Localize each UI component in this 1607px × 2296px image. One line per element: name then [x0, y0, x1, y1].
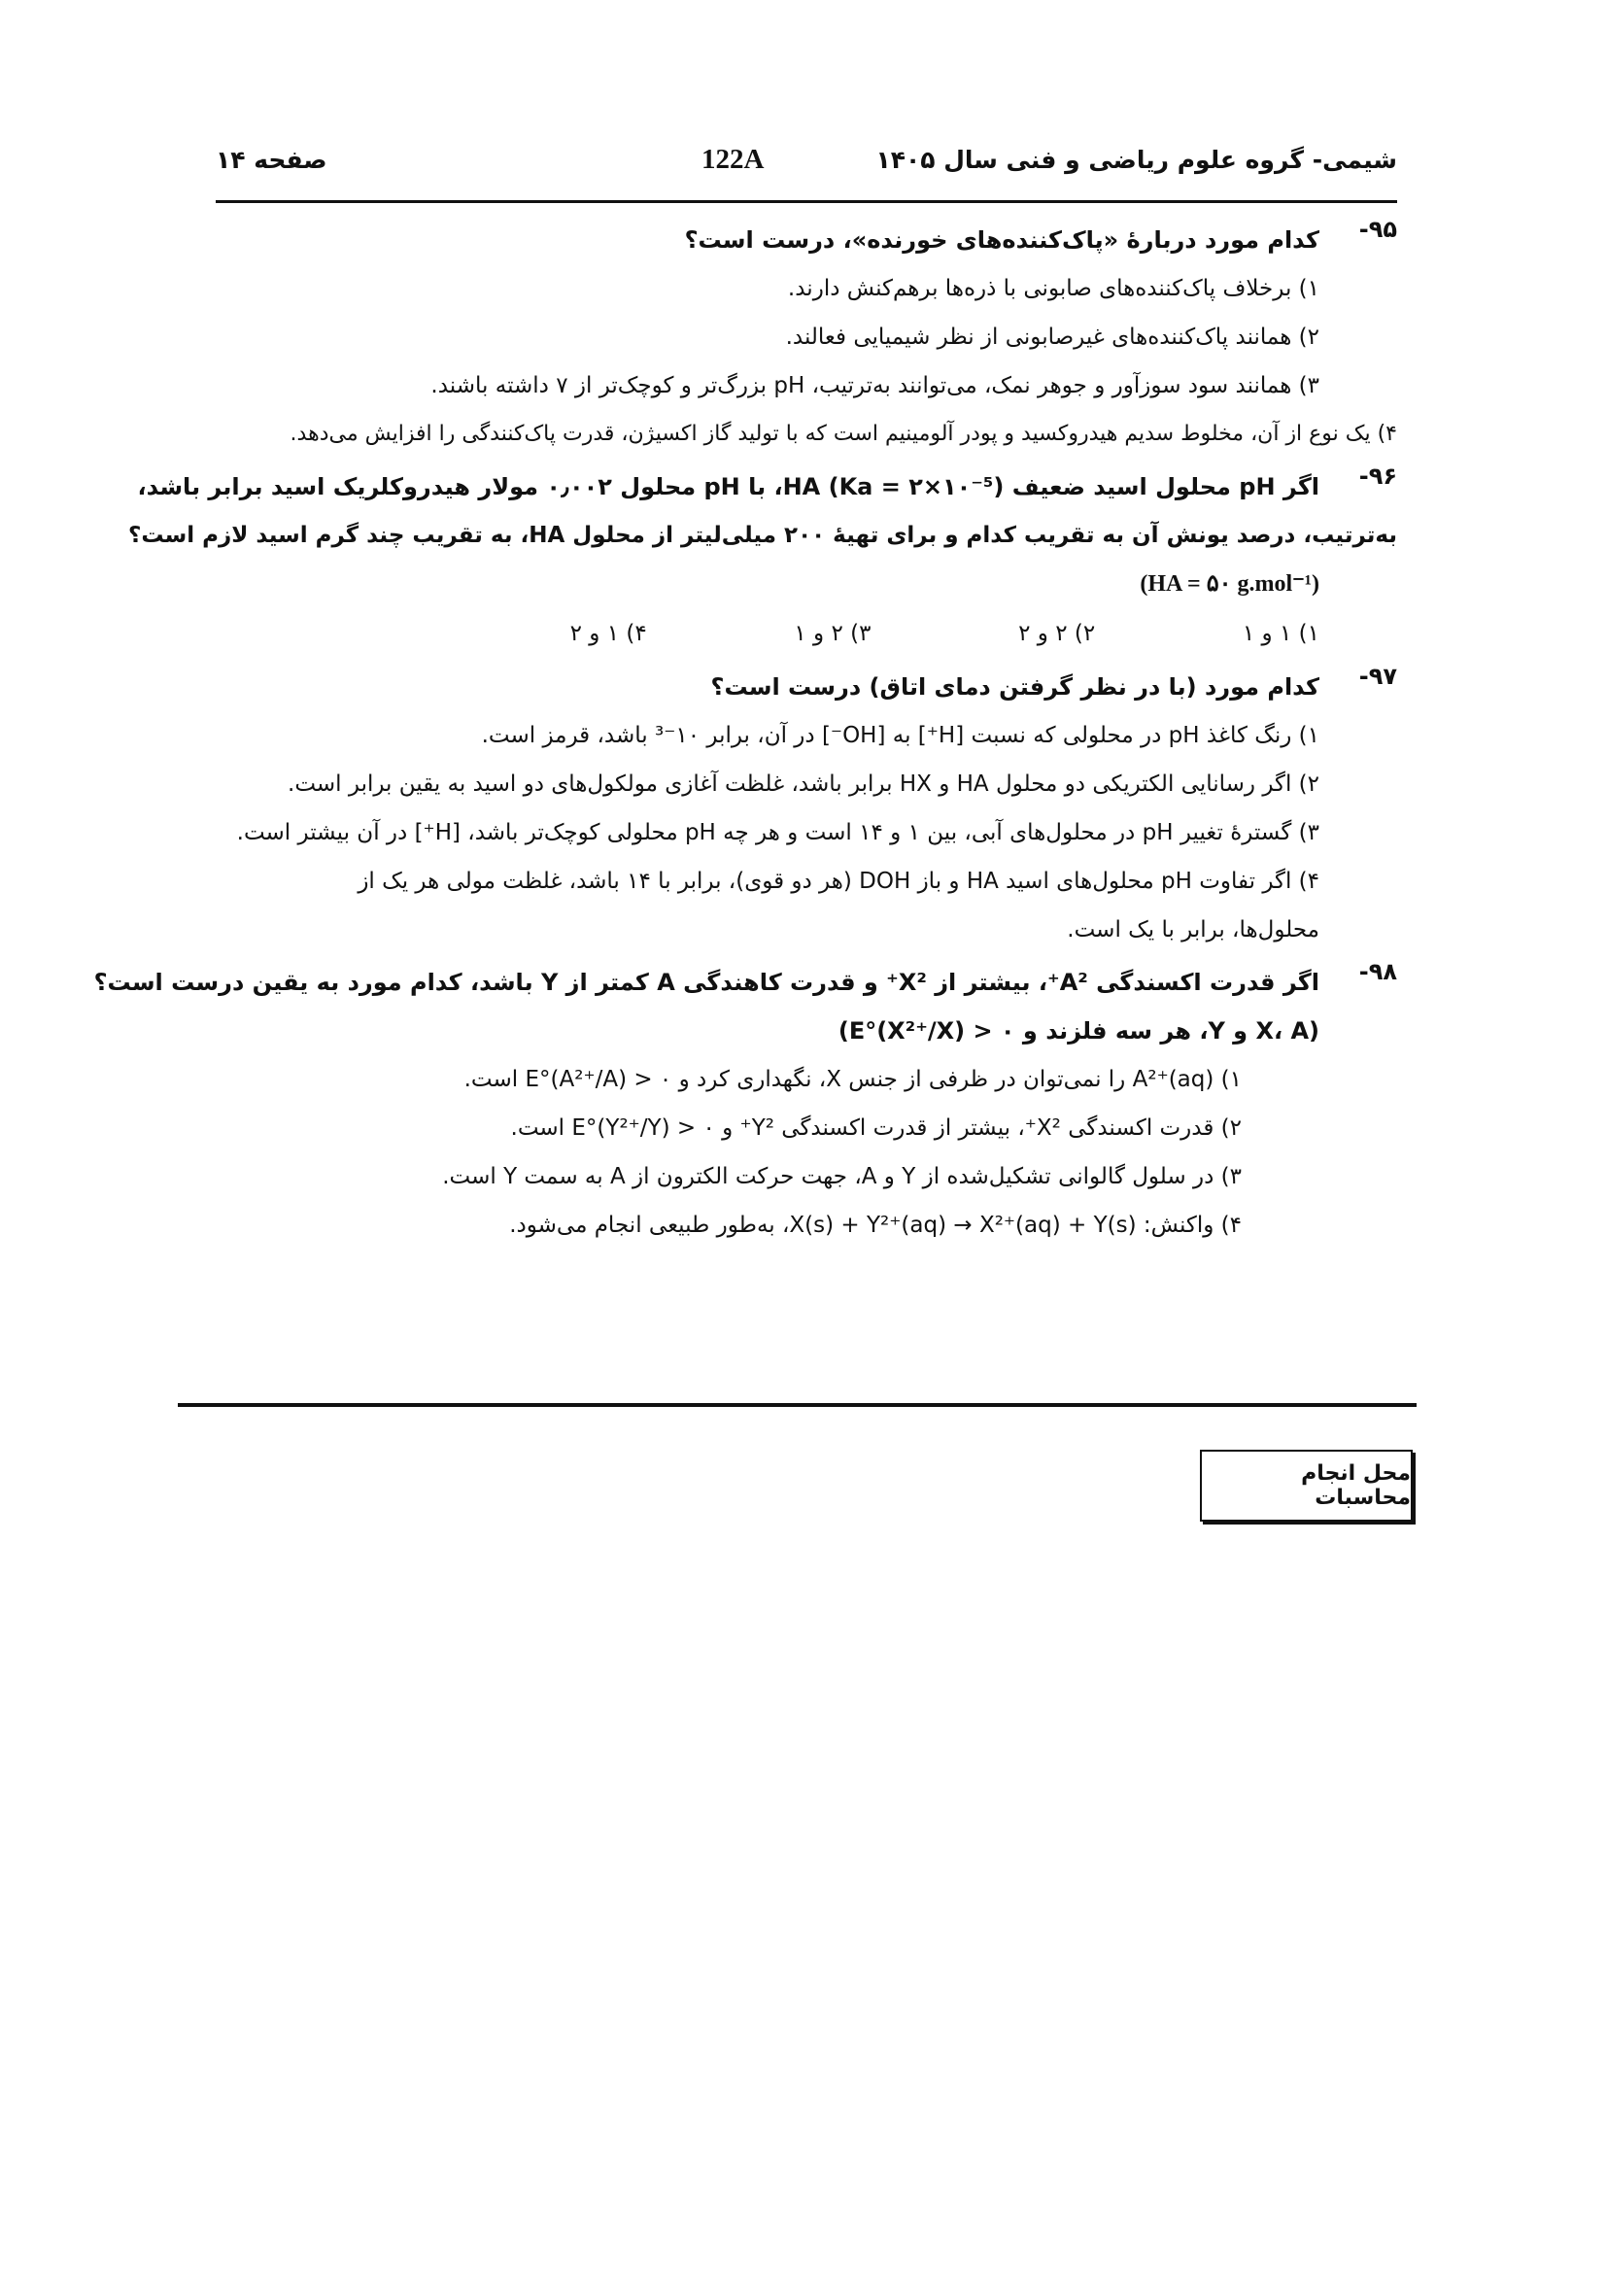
option-4: ۴) یک نوع از آن، مخلوط سدیم هیدروکسید و پودر آلومینیم است که با تولید گاز اکسیژن، قدرت پاک‌کنندگی را افزایش می‌دهد.	[290, 422, 1397, 446]
option-4: ۴) واکنش: X(s) + Y²⁺(aq) → X²⁺(aq) + Y(s)، به‌طور طبیعی انجام می‌شود.	[509, 1213, 1242, 1238]
option-3: ۳) ۲ و ۱	[794, 621, 872, 646]
option-3: ۳) همانند سود سوزآور و جوهر نمک، می‌توانند به‌ترتیب، pH بزرگ‌تر و کوچک‌تر از ۷ داشته باشند.	[430, 373, 1319, 398]
option-3: ۳) در سلول گالوانی تشکیل‌شده از Y و A، جهت حرکت الکترون از A به سمت Y است.	[442, 1164, 1242, 1189]
question-number: ۹۸-	[1358, 958, 1397, 985]
option-2: ۲) ۲ و ۲	[1018, 621, 1096, 646]
option-4: ۴) اگر تفاوت pH محلول‌های اسید HA و باز DOH (هر دو قوی)، برابر با ۱۴ باشد، غلظت مولی هر یک از محلول‌ها، برابر با یک است.	[358, 869, 1319, 942]
calculation-area-text: محل انجام محاسبات	[1301, 1461, 1411, 1510]
option-2: ۲) همانند پاک‌کننده‌های غیرصابونی از نظر شیمیایی فعالند.	[785, 325, 1319, 350]
question-number: ۹۶-	[1358, 463, 1397, 490]
calculation-area-label	[1200, 1450, 1413, 1522]
question-96	[127, 463, 1397, 659]
option-2: ۲) قدرت اکسندگی X²⁺، بیشتر از قدرت اکسندگی Y²⁺ و E°(Y²⁺/Y) > ۰ است.	[510, 1115, 1242, 1141]
stem-line: اگر pH محلول اسید ضعیف HA (Ka = ۲×۱۰⁻⁵)، با pH محلول ۰٫۰۰۲ مولار هیدروکلریک اسید برابر باشد،	[137, 473, 1319, 500]
option-1: ۱) A²⁺(aq) را نمی‌توان در ظرفی از جنس X، نگهداری کرد و E°(A²⁺/A) > ۰ است.	[463, 1067, 1242, 1092]
option-4: ۴) ۱ و ۲	[569, 621, 647, 646]
stem-line: اگر قدرت اکسندگی A²⁺، بیشتر از X²⁺ و قدرت کاهندگی A کمتر از Y باشد، کدام مورد به یقین درست است؟	[93, 969, 1319, 996]
stem-line: به‌ترتیب، درصد یونش آن به تقریب کدام و برای تهیهٔ ۲۰۰ میلی‌لیتر از محلول HA، به تقریب چند گرم اسید لازم است؟	[127, 523, 1397, 548]
option-3: ۳) گسترهٔ تغییر pH در محلول‌های آبی، بین ۱ و ۱۴ است و هر چه pH محلولی کوچک‌تر باشد، [H⁺] در آن بیشتر است.	[236, 820, 1319, 845]
stem-line: (X، A و Y، هر سه فلزند و E°(X²⁺/X) > ۰)	[838, 1017, 1319, 1045]
question-stem	[209, 216, 1319, 264]
option-1: ۱) ۱ و ۱	[1242, 621, 1319, 646]
stem-line: کدام مورد دربارهٔ «پاک‌کننده‌های خورنده»، درست است؟	[684, 226, 1319, 254]
stem-line: (HA = ۵۰ g.mol⁻¹)	[1140, 571, 1319, 597]
question-number: ۹۵-	[1358, 216, 1397, 243]
option-2: ۲) اگر رسانایی الکتریکی دو محلول HA و HX برابر باشد، غلظت آغازی مولکول‌های دو اسید به یقین برابر است.	[288, 771, 1319, 797]
question-stem	[93, 958, 1319, 1055]
stem-line: کدام مورد (با در نظر گرفتن دمای اتاق) درست است؟	[710, 673, 1319, 701]
question-95	[209, 216, 1397, 459]
page-number: صفحه ۱۴	[216, 146, 327, 174]
booklet-code: 122A	[701, 144, 765, 175]
page-header	[216, 146, 1397, 188]
question-97	[209, 663, 1397, 954]
question-list	[93, 216, 1397, 1250]
header-divider	[216, 200, 1397, 203]
subject-title: شیمی- گروه علوم ریاضی و فنی سال ۱۴۰۵	[875, 146, 1397, 174]
footer-divider	[178, 1403, 1417, 1407]
question-number: ۹۷-	[1358, 663, 1397, 690]
question-98	[93, 958, 1397, 1250]
option-1: ۱) رنگ کاغذ pH در محلولی که نسبت [H⁺] به [OH⁻] در آن، برابر ۱۰⁻³ باشد، قرمز است.	[481, 723, 1319, 748]
option-1: ۱) برخلاف پاک‌کننده‌های صابونی با ذره‌ها برهم‌کنش دارند.	[787, 276, 1319, 301]
question-stem	[209, 663, 1319, 711]
option-grid	[209, 608, 1319, 659]
